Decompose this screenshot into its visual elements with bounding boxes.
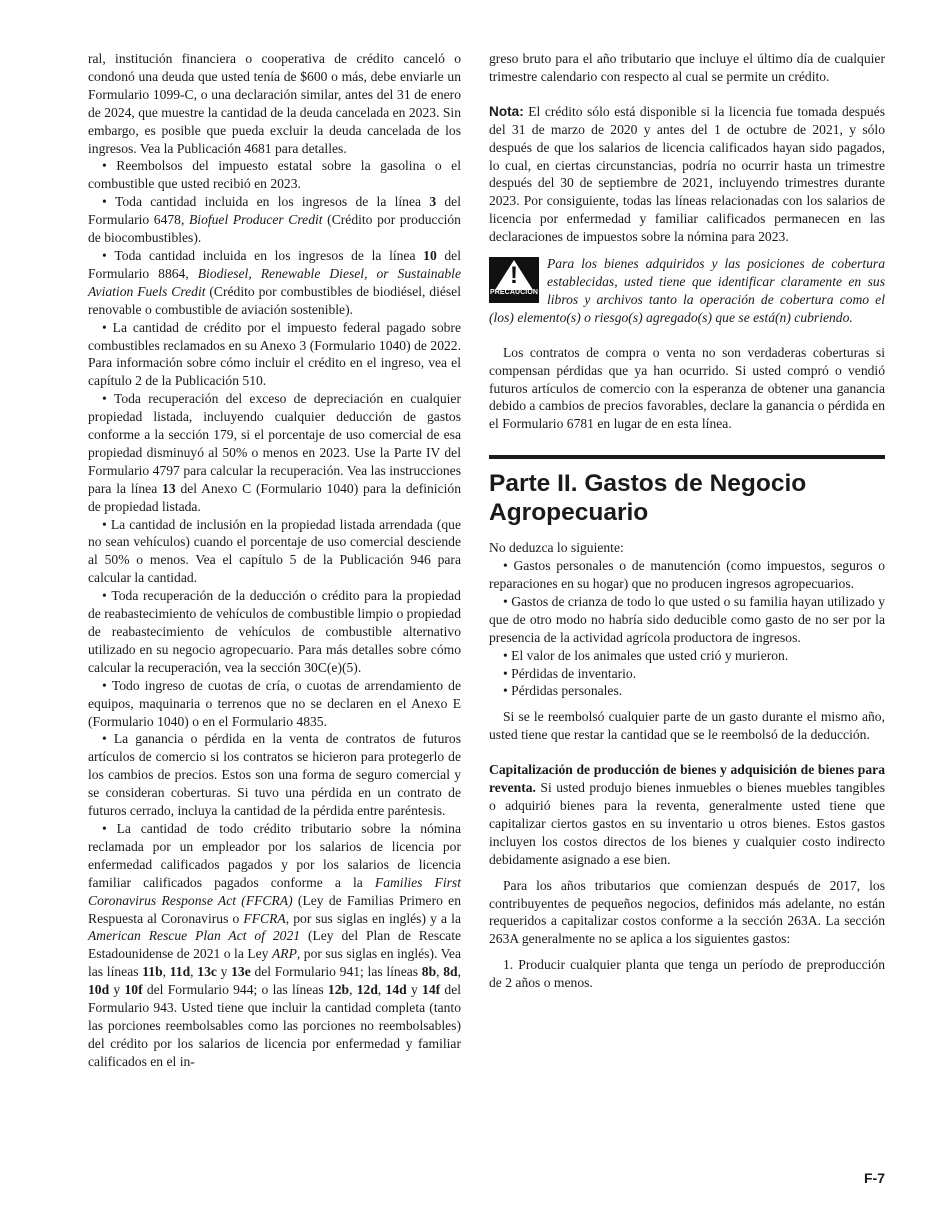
bullet-item: • Pérdidas personales. xyxy=(489,682,885,700)
bullet-item: • Toda cantidad incluida en los ingresos de la línea 3 del Formulario 6478, Biofuel Producer Credit (Crédito por producción de biocombustibles). xyxy=(88,193,461,247)
bullet-item: • La cantidad de inclusión en la propiedad listada arrendada (que no sean vehículos) cuando el porcentaje de uso comercial desciende al 50% o menos. Vea el capítulo 5 de la Publicación 946 para calcular la cantidad. xyxy=(88,516,461,588)
bullet-item: • La cantidad de crédito por el impuesto federal pagado sobre combustibles reclamados en su Anexo 3 (Formulario 1040) de 2022. Para información sobre cómo incluir el crédito en el ingreso, vea el capítulo 2 de la Publicación 510. xyxy=(88,319,461,391)
caution-block xyxy=(489,255,885,327)
caution-label: PRECAUCION xyxy=(489,289,539,297)
caution-text: Para los bienes adquiridos y las posiciones de cobertura establecidas, usted tiene que identificar claramente en sus libros y archivos tanto la operación de cobertura como el (los) elemento(s) o riesgo(s) agregado(s) que se está(n) cubriendo. xyxy=(489,256,885,325)
paragraph: ral, institución financiera o cooperativa de crédito canceló o condonó una deuda que usted tenía de $600 o más, debe enviarle un Formulario 1099-C, o una declaración similar, antes del 31 de enero de 2024, que muestre la cantidad de la deuda cancelada en 2023. Sin embargo, es posible que pueda excluir la deuda cancelada de los ingresos. Vea la Publicación 4681 para detalles. xyxy=(88,51,461,156)
page-number: F-7 xyxy=(864,1170,885,1186)
section-divider xyxy=(489,455,885,459)
bullet-item: • Toda recuperación de la deducción o crédito para la propiedad de reabastecimiento de vehículos de combustible limpio o propiedad de reabastecimiento de vehículos de combustible alternativo utilizado en su negocio agropecuario. Para más detalles sobre cómo calcular la recuperación, vea la sección 30C(e)(5). xyxy=(88,587,461,677)
paragraph: Para los años tributarios que comienzan después de 2017, los contribuyentes de pequeños negocios, definidos más adelante, no están requeridos a capitalizar costos conforme a la sección 263A. La sección 263A generalmente no se aplica a los siguientes gastos: xyxy=(489,877,885,947)
section-title: Parte II. Gastos de Negocio Agropecuario xyxy=(489,470,807,527)
paragraph: Los contratos de compra o venta no son verdaderas coberturas si compensan pérdidas que ya han ocurrido. Si usted compró o vendió futuros artículos de comercio con la esperanza de obtener una ganancia debido a cambios de precios favorables, declare la ganancia o pérdida en el Formulario 6781 en lugar de en esta línea. xyxy=(489,344,885,432)
bullet-item: • Reembolsos del impuesto estatal sobre la gasolina o el combustible que usted recibió en 2023. xyxy=(88,157,461,193)
right-column xyxy=(489,50,885,992)
bullet-item: • Gastos de crianza de todo lo que usted o su familia hayan utilizado y que de otro modo no habría sido deducible como gasto de no ser por la presencia de la actividad agrícola productora de ingresos. xyxy=(489,593,885,647)
note-paragraph: Nota: El crédito sólo está disponible si la licencia fue tomada después del 31 de marzo de 2020 y antes del 1 de octubre de 2021, y sólo después de que los salarios de licencia calificados hayan sido pagados, lo cual, en ciertas circunstancias, podría no ocurrir hasta un trimestre después del 30 de septiembre de 2021, incluyendo trimestres durante 2023. Por consiguiente, todas las líneas relacionadas con los salarios de licencia por enfermedad y familiar calificados permanecen en las declaraciones de impuestos sobre la nómina para 2023. xyxy=(489,103,885,245)
note-label: Nota: xyxy=(489,103,524,119)
paragraph: Capitalización de producción de bienes y adquisición de bienes para reventa. Si usted produjo bienes inmuebles o bienes muebles tangibles o adquirió bienes para la reventa, generalmente usted tiene que capitalizar ciertos gastos en su inventario u otros bienes. Estos gastos incluyen los costos directos de los bienes y cualquier costo indirecto debidamente asignado a ese bien. xyxy=(489,762,885,867)
bullet-item: • La ganancia o pérdida en la venta de contratos de futuros artículos de comercio si los contratos se hicieron para protegerlo de los cambios de precios. Estos son una forma de seguro comercial y se consideran coberturas. Si tuvo una pérdida en un contrato de futuros cerrado, incluya la cantidad de la pérdida entre paréntesis. xyxy=(88,730,461,820)
paragraph: greso bruto para el año tributario que incluye el último día de cualquier trimestre calendario con respecto al cual se permite un crédito. xyxy=(489,51,885,84)
numbered-item: 1. Producir cualquier planta que tenga un período de preproducción de 2 años o menos. xyxy=(489,957,885,991)
bullet-item: • Pérdidas de inventario. xyxy=(489,665,885,683)
subheading: Capitalización de producción de bienes y adquisición de bienes para reventa. xyxy=(489,762,885,796)
bullet-item: • Toda cantidad incluida en los ingresos de la línea 10 del Formulario 8864, Biodiesel, Renewable Diesel, or Sustainable Aviation Fuels Credit (Crédito por combustibles de biodiésel, diésel renovable o combustible de aviación sostenible). xyxy=(88,247,461,319)
bullet-item: • Gastos personales o de manutención (como impuestos, seguros o reparaciones en su hogar) que no producen ingresos agropecuarios. xyxy=(489,557,885,593)
bullet-item: • El valor de los animales que usted crió y murieron. xyxy=(489,647,885,665)
bullet-item: • Toda recuperación del exceso de depreciación en cualquier propiedad listada, incluyendo cualquier deducción de gastos conforme a la sección 179, si el porcentaje de uso comercial de esa propiedad disminuyó al 50% o menos en 2023. Use la Parte IV del Formulario 4797 para calcular la recuperación. Vea las instrucciones para la línea 13 del Anexo C (Formulario 1040) para la definición de propiedad listada. xyxy=(88,390,461,515)
bullet-item: • Todo ingreso de cuotas de cría, o cuotas de arrendamiento de equipos, maquinaria o terrenos que no se declaren en el Anexo E (Formulario 1040) o en el Formulario 4835. xyxy=(88,677,461,731)
paragraph: Si se le reembolsó cualquier parte de un gasto durante el mismo año, usted tiene que restar la cantidad que se le reembolsó de la deducción. xyxy=(489,709,885,743)
left-column xyxy=(88,50,461,1071)
paragraph: No deduzca lo siguiente: xyxy=(489,540,624,556)
bullet-item: • La cantidad de todo crédito tributario sobre la nómina reclamada por un empleador por los salarios de licencia por enfermedad calificados pagados y por los salarios de licencia familiar calificados pagados conforme a la Families First Coronavirus Response Act (FFCRA) (Ley de Familias Primero en Respuesta al Coronavirus o FFCRA, por sus siglas en inglés) y a la American Rescue Plan Act of 2021 (Ley del Plan de Rescate Estadounidense de 2021 o la Ley ARP, por sus siglas en inglés). Vea las líneas 11b, 11d, 13c y 13e del Formulario 941; las líneas 8b, 8d, 10d y 10f del Formulario 944; o las líneas 12b, 12d, 14d y 14f del Formulario 943. Usted tiene que incluir la cantidad completa (tanto las porciones reembolsables como las porciones no reembolsables) del crédito por los salarios de licencia por enfermedad y familiar calificados en el in- xyxy=(88,820,461,1071)
caution-icon: ! PRECAUCION xyxy=(489,257,539,303)
